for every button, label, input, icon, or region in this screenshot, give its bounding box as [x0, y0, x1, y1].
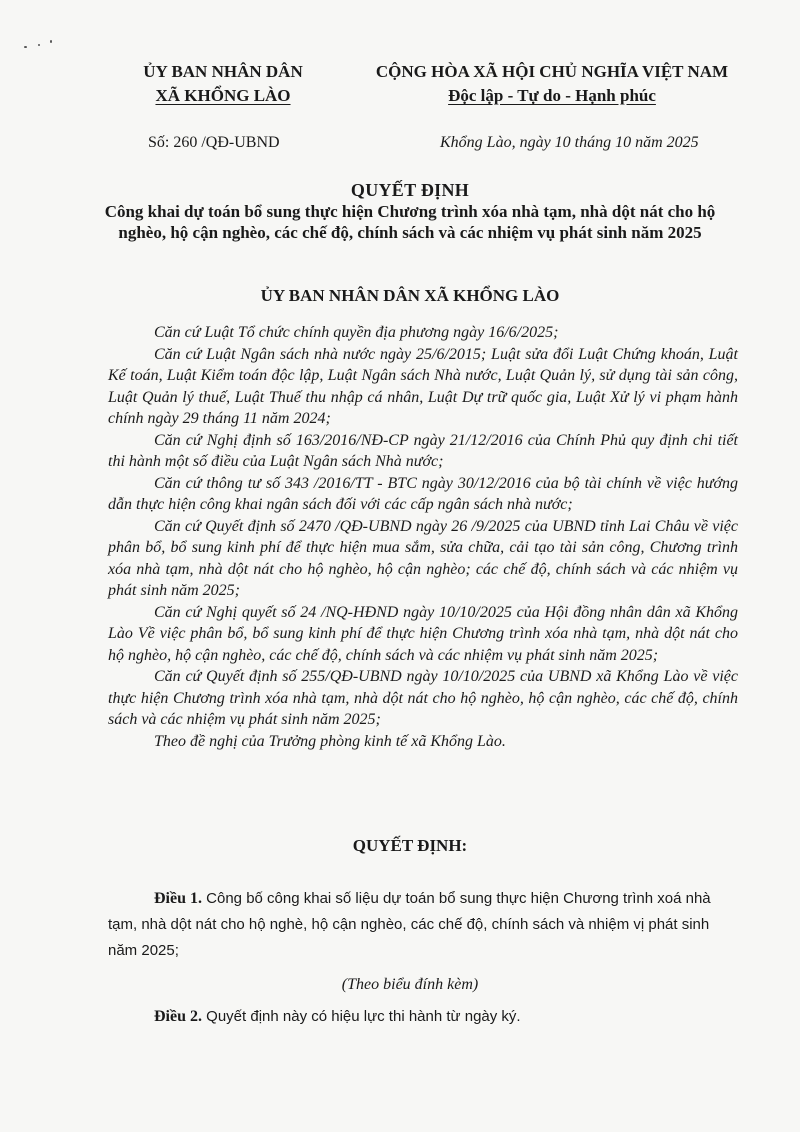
- motto: Độc lập - Tự do - Hạnh phúc: [448, 86, 656, 105]
- legal-bases: [108, 322, 738, 752]
- scan-speck: [38, 44, 40, 46]
- country-name: CỘNG HÒA XÃ HỘI CHỦ NGHĨA VIỆT NAM: [375, 62, 729, 81]
- legal-basis: Căn cứ Nghị định số 163/2016/NĐ-CP ngày 21/12/2016 của Chính Phủ quy định chi tiết thi hành một số điều của Luật Ngân sách Nhà nước;: [108, 431, 738, 470]
- scan-speck: [24, 46, 27, 48]
- legal-basis: Căn cứ Nghị quyết số 24 /NQ-HĐND ngày 10/10/2025 của Hội đồng nhân dân xã Khổng Lào Về việc phân bổ, bổ sung kinh phí để thực hiện Chương trình xóa nhà tạm, nhà dột nát cho hộ nghèo, hộ cận nghèo, các chế độ, chính sách và các nhiệm vụ phát sinh năm 2025;: [108, 603, 738, 664]
- authority-line-1: ỦY BAN NHÂN DÂN: [143, 62, 303, 81]
- decision-heading: QUYẾT ĐỊNH:: [352, 836, 468, 855]
- article-2: [108, 1004, 738, 1030]
- article-1-label: Điều 1.: [154, 890, 202, 907]
- scan-speck: [50, 40, 52, 43]
- issuing-authority: [108, 60, 338, 108]
- document-number: Số: 260 /QĐ-UBND: [148, 134, 280, 151]
- article-2-text: Quyết định này có hiệu lực thi hành từ ngày ký.: [202, 1008, 521, 1025]
- article-1-text: Công bố công khai số liệu dự toán bổ sung thực hiện Chương trình xoá nhà tạm, nhà dột nát cho hộ nghè, hộ cận nghèo, các chế độ, chính sách và nhiệm vị phát sinh năm 2025;: [108, 890, 711, 959]
- authority-line-2: XÃ KHỔNG LÀO: [155, 86, 291, 105]
- title-heading: QUYẾT ĐỊNH: [350, 180, 470, 200]
- legal-basis: Căn cứ Quyết định số 255/QĐ-UBND ngày 10/10/2025 của UBND xã Khổng Lào về việc thực hiện Chương trình xóa nhà tạm, nhà dột nát cho hộ nghèo, hộ cận nghèo, các chế độ, chính sách và các nhiệm vụ phát sinh năm 2025;: [108, 668, 738, 728]
- document-title: [90, 180, 730, 243]
- document-header: [0, 60, 800, 120]
- issuer-heading: ỦY BAN NHÂN DÂN XÃ KHỔNG LÀO: [260, 286, 560, 305]
- legal-basis: Căn cứ Luật Ngân sách nhà nước ngày 25/6/2015; Luật sửa đổi Luật Chứng khoán, Luật Kế toán, Luật Kiểm toán độc lập, Luật Ngân sách Nhà nước, Luật Quản lý, sử dụng tài sản công, Luật Quản lý thuế, Luật Thuế thu nhập cá nhân, Luật Dự trữ quốc gia, Luật Xử lý vi phạm hành chính ngày 29 tháng 11 năm 2024;: [108, 345, 738, 427]
- article-1: [108, 886, 738, 964]
- title-subject: Công khai dự toán bổ sung thực hiện Chương trình xóa nhà tạm, nhà dột nát cho hộ nghèo, hộ cận nghèo, các chế độ, chính sách và các nhiệm vụ phát sinh năm 2025: [104, 202, 716, 242]
- place-date: Khổng Lào, ngày 10 tháng 10 năm 2025: [440, 134, 699, 151]
- article-2-label: Điều 2.: [154, 1008, 202, 1025]
- legal-basis: Căn cứ Quyết định số 2470 /QĐ-UBND ngày 26 /9/2025 của UBND tỉnh Lai Châu về việc phân bổ, bổ sung kinh phí để thực hiện mua sắm, sửa chữa, cải tạo tài sản công, Chương trình xóa nhà tạm, nhà dột nát cho hộ nghèo, hộ cận nghèo; các chế độ, chính sách và các nhiệm vụ phát sinh năm 2025;: [108, 517, 738, 599]
- legal-basis: Căn cứ thông tư số 343 /2016/TT - BTC ngày 30/12/2016 của bộ tài chính về việc hướng dẫn thực hiện công khai ngân sách đối với các cấp ngân sách nhà nước;: [108, 474, 738, 513]
- national-motto: [332, 60, 772, 108]
- attachment-note: (Theo biểu đính kèm): [341, 976, 479, 993]
- legal-basis: Căn cứ Luật Tổ chức chính quyền địa phương ngày 16/6/2025;: [154, 324, 559, 341]
- legal-basis: Theo đề nghị của Trưởng phòng kinh tế xã Khổng Lào.: [154, 732, 506, 750]
